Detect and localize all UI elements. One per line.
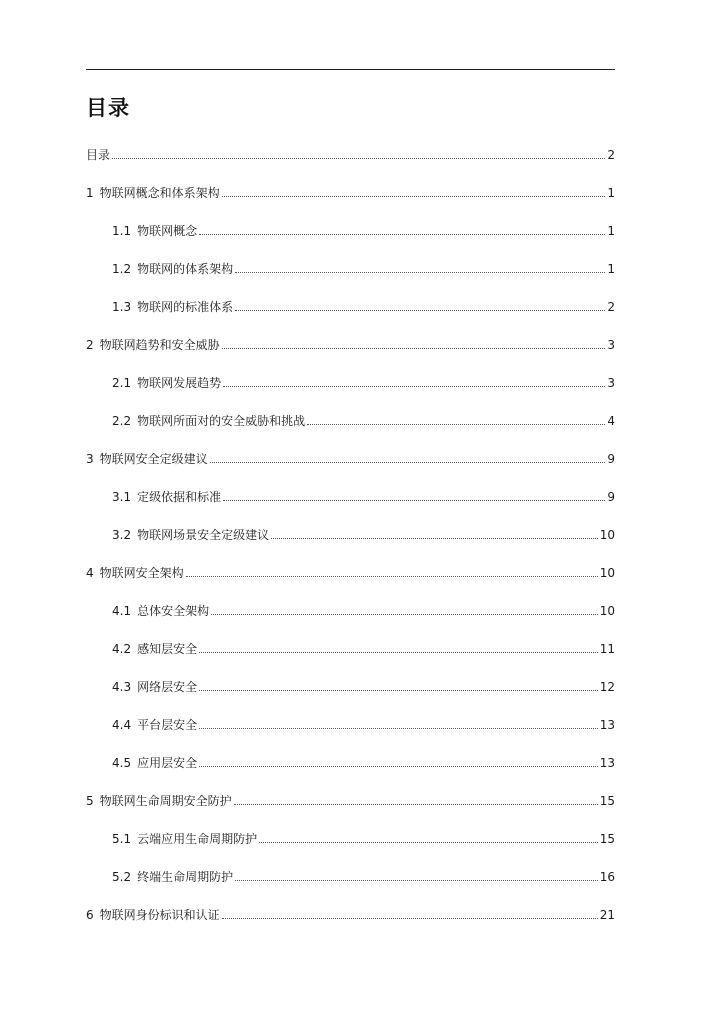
toc-entry-title: 终端生命周期防护 [137,870,234,884]
toc-dot-leader [259,842,598,843]
toc-entry-number: 4 [86,566,94,580]
toc-entry-title: 物联网的体系架构 [137,262,234,276]
toc-entry-title: 物联网安全定级建议 [99,452,208,466]
toc-entry[interactable] [86,402,615,440]
table-of-contents [86,136,615,934]
toc-dot-leader [307,424,605,425]
toc-entry-page-number: 10 [599,604,615,618]
toc-entry[interactable] [86,212,615,250]
toc-entry-page-number: 9 [607,452,615,466]
toc-entry[interactable] [86,782,615,820]
toc-dot-leader [210,462,606,463]
toc-entry-number: 1.1 [112,224,132,238]
toc-entry-number: 4.1 [112,604,132,618]
toc-dot-leader [222,196,606,197]
toc-dot-leader [199,234,605,235]
toc-entry-title: 物联网趋势和安全威胁 [99,338,220,352]
toc-dot-leader [186,576,598,577]
toc-entry[interactable] [86,516,615,554]
toc-entry-title: 物联网身份标识和认证 [99,908,220,922]
toc-entry-title: 网络层安全 [137,680,198,694]
toc-entry[interactable] [86,288,615,326]
toc-entry[interactable] [86,706,615,744]
header-rule [86,69,615,70]
toc-entry-number: 2.1 [112,376,132,390]
toc-entry-page-number: 15 [599,832,615,846]
toc-dot-leader [235,272,605,273]
toc-entry[interactable] [86,896,615,934]
toc-entry-title: 目录 [86,148,111,162]
toc-entry-page-number: 1 [607,224,615,238]
toc-entry-page-number: 2 [607,148,615,162]
toc-entry-number: 4.3 [112,680,132,694]
toc-entry[interactable] [86,858,615,896]
toc-entry-title: 物联网场景安全定级建议 [137,528,270,542]
toc-entry-number: 3.1 [112,490,132,504]
toc-entry-title: 云端应用生命周期防护 [137,832,258,846]
toc-dot-leader [211,614,598,615]
toc-entry-title: 平台层安全 [137,718,198,732]
toc-entry[interactable] [86,478,615,516]
toc-entry-title: 物联网发展趋势 [137,376,222,390]
toc-dot-leader [223,500,605,501]
toc-entry-title: 定级依据和标准 [137,490,222,504]
toc-entry[interactable] [86,744,615,782]
toc-entry-number: 4.4 [112,718,132,732]
toc-entry[interactable] [86,136,615,174]
toc-entry-number: 3.2 [112,528,132,542]
toc-entry-title: 物联网概念和体系架构 [99,186,220,200]
toc-entry-page-number: 21 [599,908,615,922]
toc-entry-number: 2 [86,338,94,352]
toc-entry[interactable] [86,364,615,402]
toc-entry-page-number: 15 [599,794,615,808]
toc-entry-title: 感知层安全 [137,642,198,656]
toc-entry[interactable] [86,326,615,364]
toc-entry-page-number: 3 [607,376,615,390]
toc-entry-number: 4.2 [112,642,132,656]
toc-entry[interactable] [86,668,615,706]
toc-entry-number: 4.5 [112,756,132,770]
toc-entry-page-number: 11 [599,642,615,656]
toc-entry-page-number: 13 [599,756,615,770]
toc-entry-title: 应用层安全 [137,756,198,770]
toc-entry[interactable] [86,630,615,668]
toc-entry[interactable] [86,820,615,858]
toc-dot-leader [112,158,605,159]
toc-dot-leader [222,918,598,919]
toc-entry[interactable] [86,174,615,212]
toc-entry-page-number: 13 [599,718,615,732]
toc-entry[interactable] [86,250,615,288]
toc-entry[interactable] [86,440,615,478]
toc-entry-title: 物联网概念 [137,224,198,238]
toc-entry-number: 3 [86,452,94,466]
toc-entry-title: 总体安全架构 [137,604,210,618]
toc-entry-title: 物联网安全架构 [99,566,184,580]
toc-entry-page-number: 9 [607,490,615,504]
page-title: 目录 [86,96,130,120]
toc-entry-page-number: 12 [599,680,615,694]
toc-entry-page-number: 2 [607,300,615,314]
toc-entry-page-number: 4 [607,414,615,428]
toc-entry-number: 5.2 [112,870,132,884]
toc-entry-page-number: 1 [607,186,615,200]
toc-dot-leader [234,804,598,805]
toc-entry-number: 2.2 [112,414,132,428]
toc-dot-leader [235,880,598,881]
toc-dot-leader [271,538,598,539]
toc-entry-page-number: 10 [599,528,615,542]
toc-dot-leader [199,690,598,691]
toc-entry-number: 6 [86,908,94,922]
toc-dot-leader [199,652,598,653]
toc-entry-page-number: 3 [607,338,615,352]
toc-entry-page-number: 10 [599,566,615,580]
toc-entry-number: 5 [86,794,94,808]
toc-entry-number: 5.1 [112,832,132,846]
toc-dot-leader [223,386,605,387]
toc-entry-number: 1.3 [112,300,132,314]
toc-entry[interactable] [86,554,615,592]
toc-dot-leader [235,310,605,311]
toc-entry-number: 1 [86,186,94,200]
toc-dot-leader [199,766,598,767]
toc-entry-title: 物联网生命周期安全防护 [99,794,232,808]
toc-entry-number: 1.2 [112,262,132,276]
toc-entry-page-number: 16 [599,870,615,884]
toc-entry-page-number: 1 [607,262,615,276]
toc-entry[interactable] [86,592,615,630]
toc-entry-title: 物联网的标准体系 [137,300,234,314]
toc-entry-title: 物联网所面对的安全威胁和挑战 [137,414,306,428]
toc-dot-leader [222,348,606,349]
toc-dot-leader [199,728,598,729]
